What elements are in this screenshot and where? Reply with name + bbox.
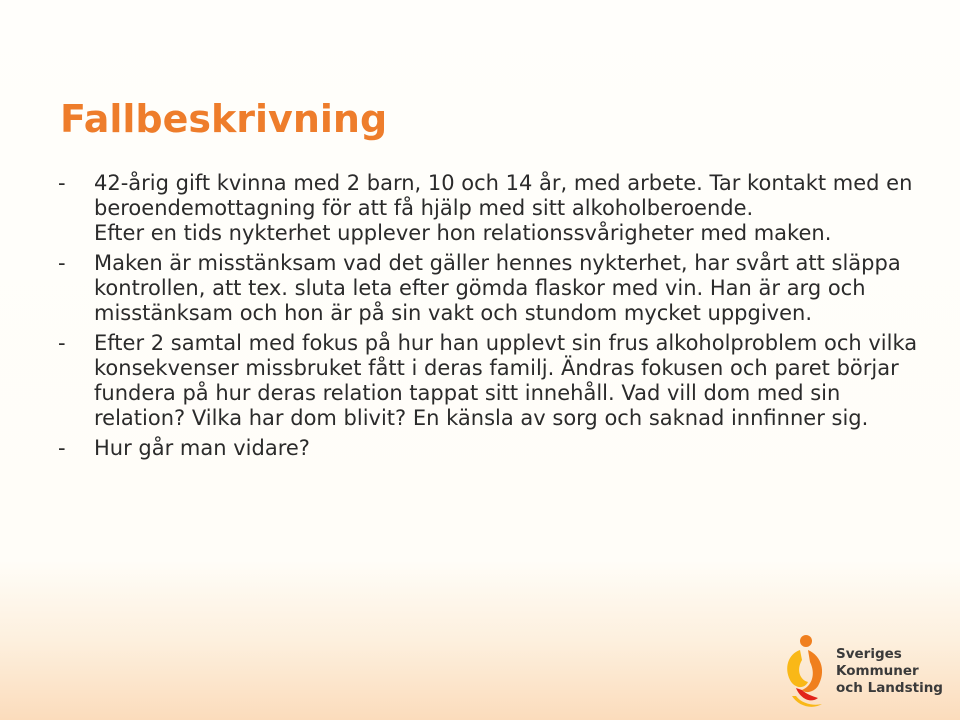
bullet-text: Efter en tids nykterhet upplever hon relationssvårigheter med maken. <box>94 221 832 245</box>
bullet-item <box>58 331 918 431</box>
skl-logo-wordmark <box>836 646 943 697</box>
logo-line: Kommuner <box>836 663 919 679</box>
bullet-item <box>58 436 918 461</box>
bullet-item <box>58 171 918 221</box>
bullet-text: 42-årig gift kvinna med 2 barn, 10 och 14 år, med arbete. Tar kontakt med en beroendemottagning för att få hjälp med sitt alkoholberoende. <box>94 171 913 220</box>
bullet-dash: - <box>58 251 66 275</box>
skl-logo <box>778 632 948 712</box>
bullet-item-continuation <box>58 221 918 246</box>
bullet-text: Efter 2 samtal med fokus på hur han upplevt sin frus alkoholproblem och vilka konsekvenser missbruket fått i deras familj. Ändras fokusen och paret börjar fundera på hur deras relation tappat sitt innehåll. Vad vill dom med sin relation? Vilka har dom blivit? En känsla av sorg och saknad innfinner sig. <box>94 331 918 430</box>
logo-line: och Landsting <box>836 680 943 696</box>
bullet-dash: - <box>58 171 66 195</box>
skl-logo-mark-icon <box>778 632 832 710</box>
bullet-dash: - <box>58 436 66 460</box>
bullet-list <box>58 171 918 461</box>
bullet-text: Maken är misstänksam vad det gäller hennes nykterhet, har svårt att släppa kontrollen, att tex. sluta leta efter gömda flaskor med vin. Han är arg och misstänksam och hon är på sin vakt och stundom mycket uppgiven. <box>94 251 901 325</box>
bullet-text: Hur går man vidare? <box>94 436 310 460</box>
logo-line: Sveriges <box>836 646 902 662</box>
bullet-item <box>58 251 918 326</box>
bullet-dash: - <box>58 331 66 355</box>
slide-title: Fallbeskrivning <box>60 97 388 141</box>
